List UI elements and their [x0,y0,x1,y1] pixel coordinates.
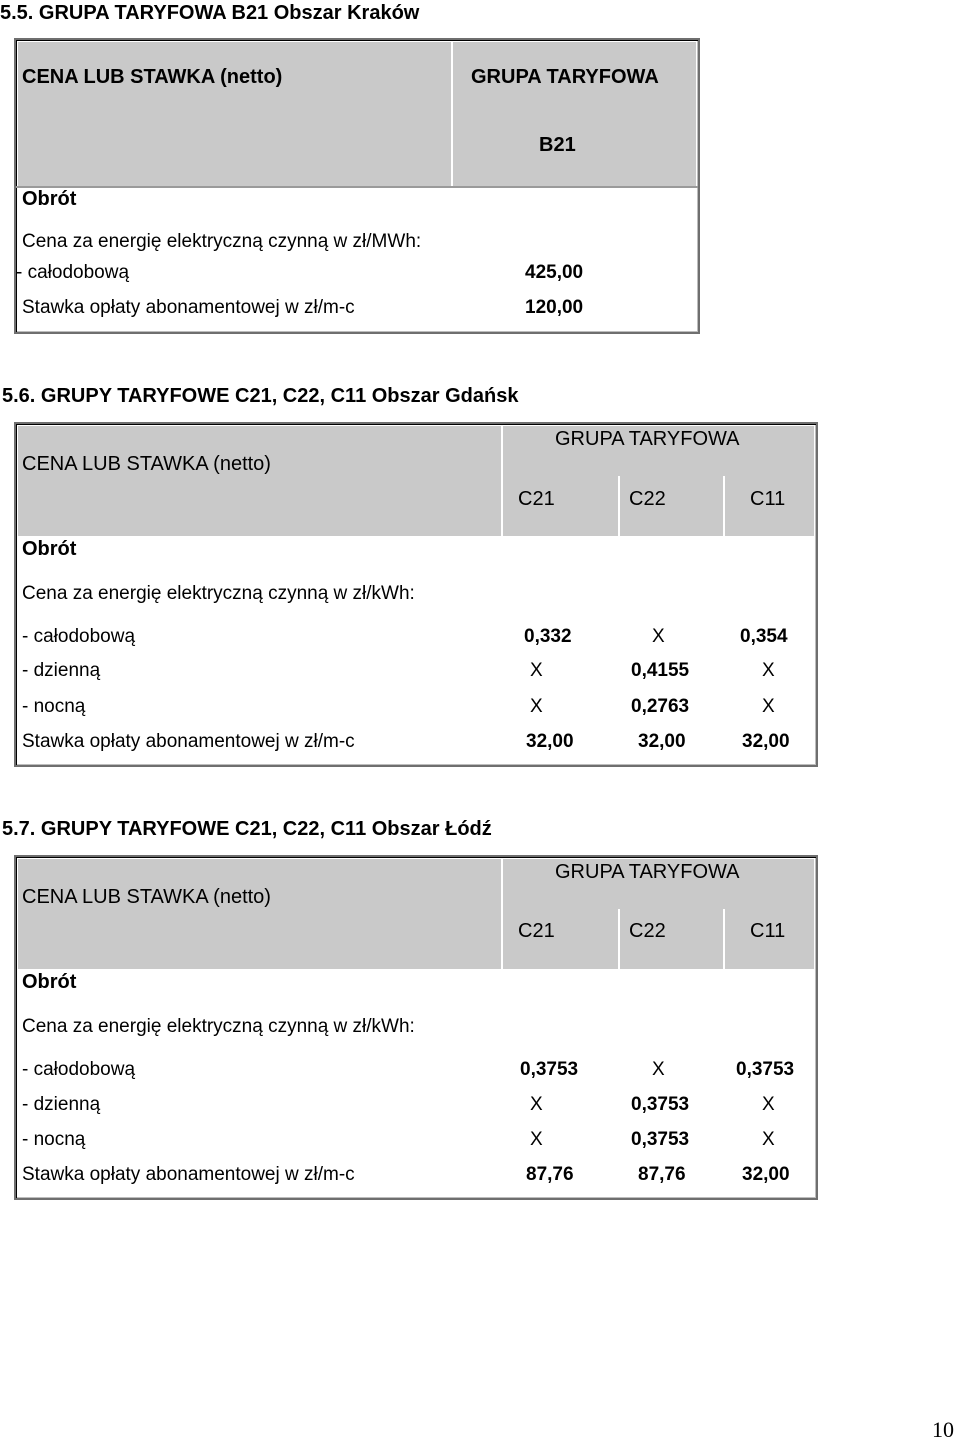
table-5-6-cell: X [762,660,775,681]
table-5-7-col-c22: C22 [629,920,666,942]
table-5-7-col-c21: C21 [518,920,555,942]
table-5-7-cell: 0,3753 [631,1129,690,1150]
table-5-7-header-divider-3 [723,909,725,969]
table-5-6-cell: 0,332 [524,626,572,647]
table-5-7-cell: 87,76 [526,1164,574,1185]
table-5-7-cell: 87,76 [638,1164,686,1185]
table-5-7-row-label: - nocną [22,1129,86,1150]
table-5-6-cell: X [530,696,543,717]
table-5-6-cell: 0,354 [740,626,788,647]
table-5-7-row-label: - całodobową [22,1059,136,1080]
table-5-6-header-group: GRUPA TARYFOWA [555,428,740,450]
page-number: 10 [932,1417,954,1442]
table-5-6-cell: 0,2763 [631,696,690,717]
table-5-7-cell: 0,3753 [631,1094,690,1115]
table-5-7-row-label: Stawka opłaty abonamentowej w zł/m-c [22,1164,355,1185]
table-5-7-header-divider-2 [618,909,620,969]
table-5-6-cell: X [762,696,775,717]
table-5-6-row-label: - całodobową [22,626,136,647]
table-5-6-row-label: - dzienną [22,660,101,681]
table-5-6-cell: X [652,626,665,647]
table-5-5-val-stawka: 120,00 [525,297,584,318]
table-5-6-header-divider-3 [723,476,725,536]
table-5-5-obrot: Obrót [22,188,77,210]
table-5-7-cell: X [762,1129,775,1150]
table-5-6-cell: 32,00 [742,731,790,752]
table-5-7-cell: X [652,1059,665,1080]
table-5-7-obrot: Obrót [22,971,77,993]
section-5-7-heading: 5.7. GRUPY TARYFOWE C21, C22, C11 Obszar Łódź [2,818,492,840]
section-5-6-heading: 5.6. GRUPY TARYFOWE C21, C22, C11 Obszar Gdańsk [2,385,519,407]
table-5-7-header-left: CENA LUB STAWKA (netto) [22,886,271,908]
table-5-6-row-label: Stawka opłaty abonamentowej w zł/m-c [22,731,355,752]
table-5-5-val-calodobowa: 425,00 [525,262,584,283]
table-5-5-row-calodobowa: - całodobową [16,262,130,283]
table-5-6-cell: X [530,660,543,681]
table-5-6-cell: 0,4155 [631,660,690,681]
table-5-7-cell: 0,3753 [736,1059,795,1080]
table-5-7-row-label: - dzienną [22,1094,101,1115]
table-5-5-cena-label: Cena za energię elektryczną czynną w zł/MWh: [22,231,422,252]
table-5-6-header-divider-1 [501,426,503,536]
table-5-7-header-divider-1 [501,859,503,969]
table-5-6-col-c22: C22 [629,488,666,510]
table-5-7-cena-label: Cena za energię elektryczną czynną w zł/kWh: [22,1016,415,1037]
table-5-6-cell: 32,00 [638,731,686,752]
table-5-7-cell: 32,00 [742,1164,790,1185]
table-5-7-cell: X [762,1094,775,1115]
table-5-5-header-left: CENA LUB STAWKA (netto) [22,66,283,88]
table-5-5-row-stawka: Stawka opłaty abonamentowej w zł/m-c [22,297,355,318]
table-5-6-row-label: - nocną [22,696,86,717]
table-5-7-header-group: GRUPA TARYFOWA [555,861,740,883]
table-5-5-header-divider [451,42,453,186]
table-5-6-header-divider-2 [618,476,620,536]
table-5-6-cena-label: Cena za energię elektryczną czynną w zł/kWh: [22,583,415,604]
table-5-6-col-c21: C21 [518,488,555,510]
table-5-5-col-b21: B21 [539,134,576,156]
table-5-7-cell: 0,3753 [520,1059,579,1080]
table-5-5-header-rule [16,186,698,188]
table-5-6-col-c11: C11 [750,488,786,510]
table-5-6-obrot: Obrót [22,538,77,560]
section-5-5-heading: 5.5. GRUPA TARYFOWA B21 Obszar Kraków [0,2,420,24]
table-5-7-cell: X [530,1129,543,1150]
table-5-6-header-left: CENA LUB STAWKA (netto) [22,453,271,475]
table-5-6-cell: 32,00 [526,731,574,752]
table-5-7-col-c11: C11 [750,920,786,942]
table-5-7-cell: X [530,1094,543,1115]
table-5-5-header-bg [18,42,696,186]
table-5-5-header-group: GRUPA TARYFOWA [471,66,659,88]
